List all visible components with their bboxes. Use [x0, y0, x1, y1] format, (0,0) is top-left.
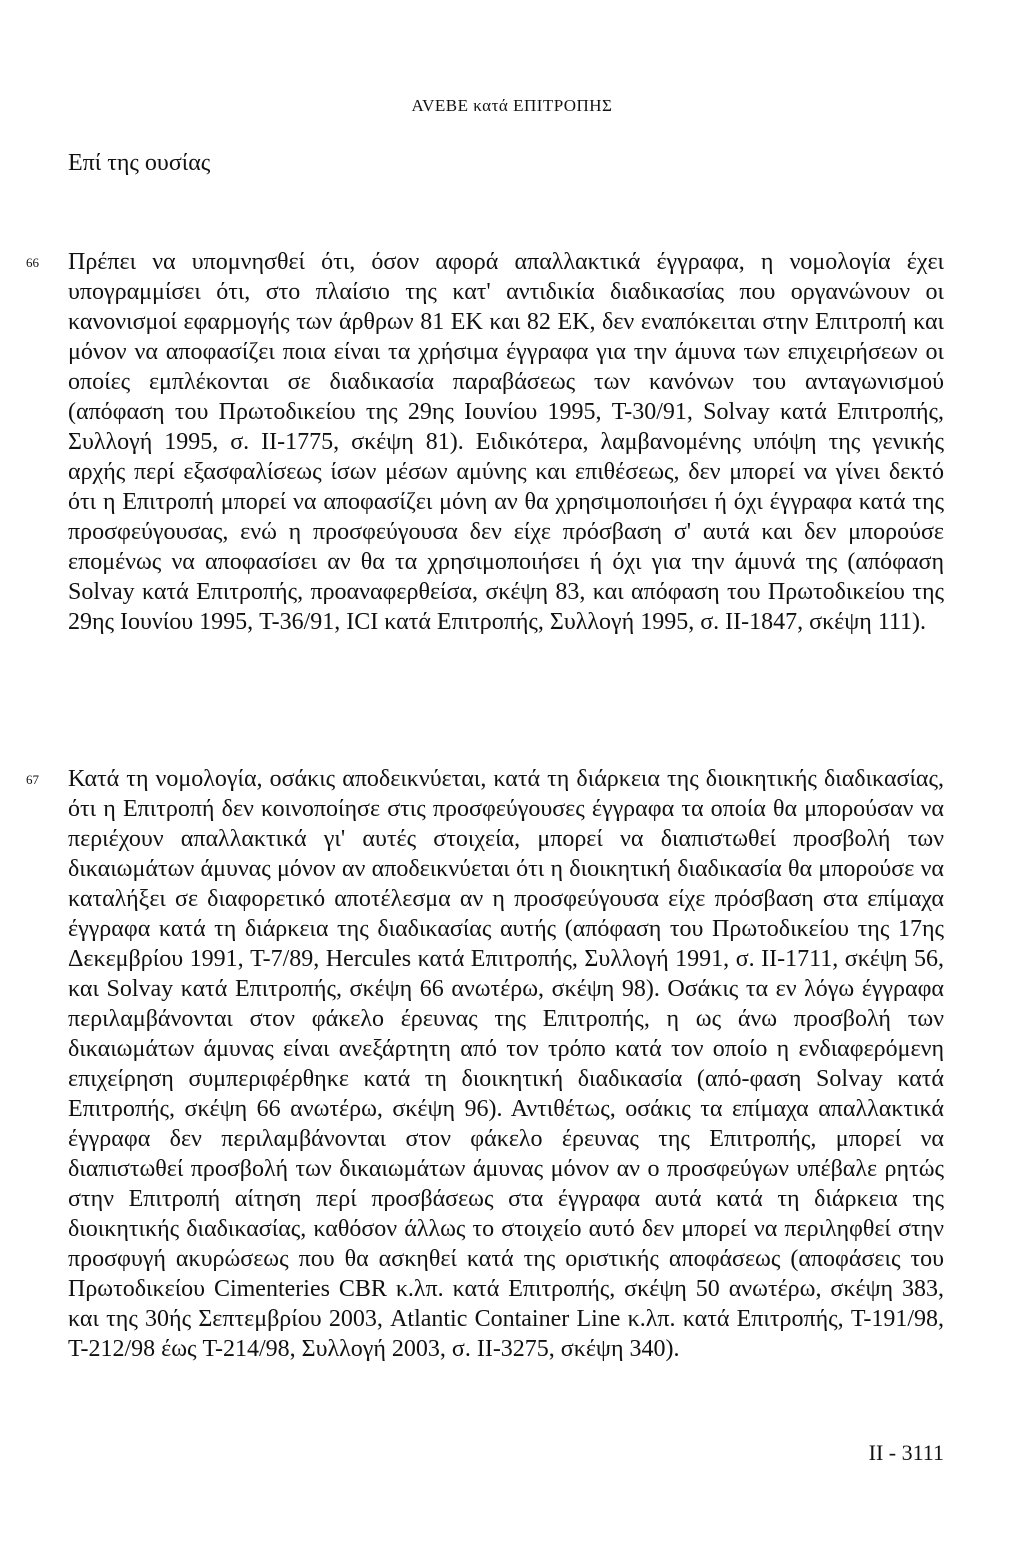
paragraph-text: Πρέπει να υπομνησθεί ότι, όσον αφορά απαλλακτικά έγγραφα, η νομολογία έχει υπογραμμίσει ότι, στο πλαίσιο της κατ' αντιδικία διαδικασίας που οργανώνουν οι κανονισμοί εφαρμογής των άρθρων 81 ΕΚ και 82 ΕΚ, δεν εναπόκειται στην Επιτροπή και μόνον να αποφασίζει ποια είναι τα χρήσιμα έγγραφα για την άμυνα των επιχειρήσεων οι οποίες εμπλέκονται σε διαδικασία παραβάσεως των κανόνων του ανταγωνισμού (απόφαση του Πρωτοδικείου της 29ης Ιουνίου 1995, T-30/91, Solvay κατά Επιτροπής, Συλλογή 1995, σ. II-1775, σκέψη 81). Ειδικότερα, λαμβανομένης υπόψη της γενικής αρχής περί εξασφαλίσεως ίσων μέσων αμύνης και επιθέσεως, δεν μπορεί να γίνει δεκτό ότι η Επιτροπή μπορεί να αποφασίζει μόνη αν θα χρησιμοποιήσει ή όχι έγγραφα κατά της προσφεύγουσας, ενώ η προσφεύγουσα δεν είχε πρόσβαση σ' αυτά και δεν μπορούσε επομένως να αποφασίσει αν θα τα χρησιμοποιήσει ή όχι για την άμυνά της (απόφαση Solvay κατά Επιτροπής, προαναφερθείσα, σκέψη 83, και απόφαση του Πρωτοδικείου της 29ης Ιουνίου 1995, T-36/91, ICI κατά Επιτροπής, Συλλογή 1995, σ. II-1847, σκέψη 111). — [68, 249, 944, 635]
section-heading: Επί της ουσίας — [68, 150, 211, 176]
paragraph-number: 67 — [26, 772, 39, 787]
paragraph-number: 66 — [26, 255, 39, 270]
running-header: AVEBE κατά ΕΠΙΤΡΟΠΗΣ — [411, 96, 613, 115]
paragraph-text: Κατά τη νομολογία, οσάκις αποδεικνύεται, κατά τη διάρκεια της διοικητικής διαδικασίας, ότι η Επιτροπή δεν κοινοποίησε στις προσφεύγουσες έγγραφα τα οποία θα μπορούσαν να περιέχουν απαλλακτικά γι' αυτές στοιχεία, μπορεί να διαπιστωθεί προσβολή των δικαιωμάτων άμυνας μόνον αν αποδεικνύεται ότι η διοικητική διαδικασία θα μπορούσε να καταλήξει σε διαφορετικό αποτέλεσμα αν η προσφεύγουσα είχε πρόσβαση στα επίμαχα έγγραφα κατά τη διάρκεια της διαδικασίας αυτής (απόφαση του Πρωτοδικείου της 17ης Δεκεμβρίου 1991, T-7/89, Hercules κατά Επιτροπής, Συλλογή 1991, σ. II-1711, σκέψη 56, και Solvay κατά Επιτροπής, σκέψη 66 ανωτέρω, σκέψη 98). Οσάκις τα εν λόγω έγγραφα περιλαμβάνονται στον φάκελο έρευνας της Επιτροπής, η ως άνω προσβολή των δικαιωμάτων άμυνας είναι ανεξάρτητη από τον τρόπο κατά τον οποίο η ενδιαφερόμενη επιχείρηση συμπεριφέρθηκε κατά τη διοικητική διαδικασία (από-φαση Solvay κατά Επιτροπής, σκέψη 66 ανωτέρω, σκέψη 96). Αντιθέτως, οσάκις τα επίμαχα απαλλακτικά έγγραφα δεν περιλαμβάνονται στον φάκελο έρευνας της Επιτροπής, μπορεί να διαπιστωθεί προσβολή των δικαιωμάτων άμυνας μόνον αν ο προσφεύγων υπέβαλε ρητώς στην Επιτροπή αίτηση περί προσβάσεως στα έγγραφα αυτά κατά τη διάρκεια της διοικητικής διαδικασίας, καθόσον άλλως το στοιχείο αυτό δεν μπορεί να περιληφθεί στην προσφυγή ακυρώσεως που θα ασκηθεί κατά της οριστικής αποφάσεως (αποφάσεις του Πρωτοδικείου Cimenteries CBR κ.λπ. κατά Επιτροπής, σκέψη 50 ανωτέρω, σκέψη 383, και της 30ής Σεπτεμβρίου 2003, Atlantic Container Line κ.λπ. κατά Επιτροπής, T-191/98, T-212/98 έως T-214/98, Συλλογή 2003, σ. II-3275, σκέψη 340). — [68, 766, 944, 1362]
paragraph-66 — [26, 247, 944, 637]
paragraph-67 — [26, 764, 944, 1364]
page-number: II - 3111 — [868, 1440, 944, 1465]
